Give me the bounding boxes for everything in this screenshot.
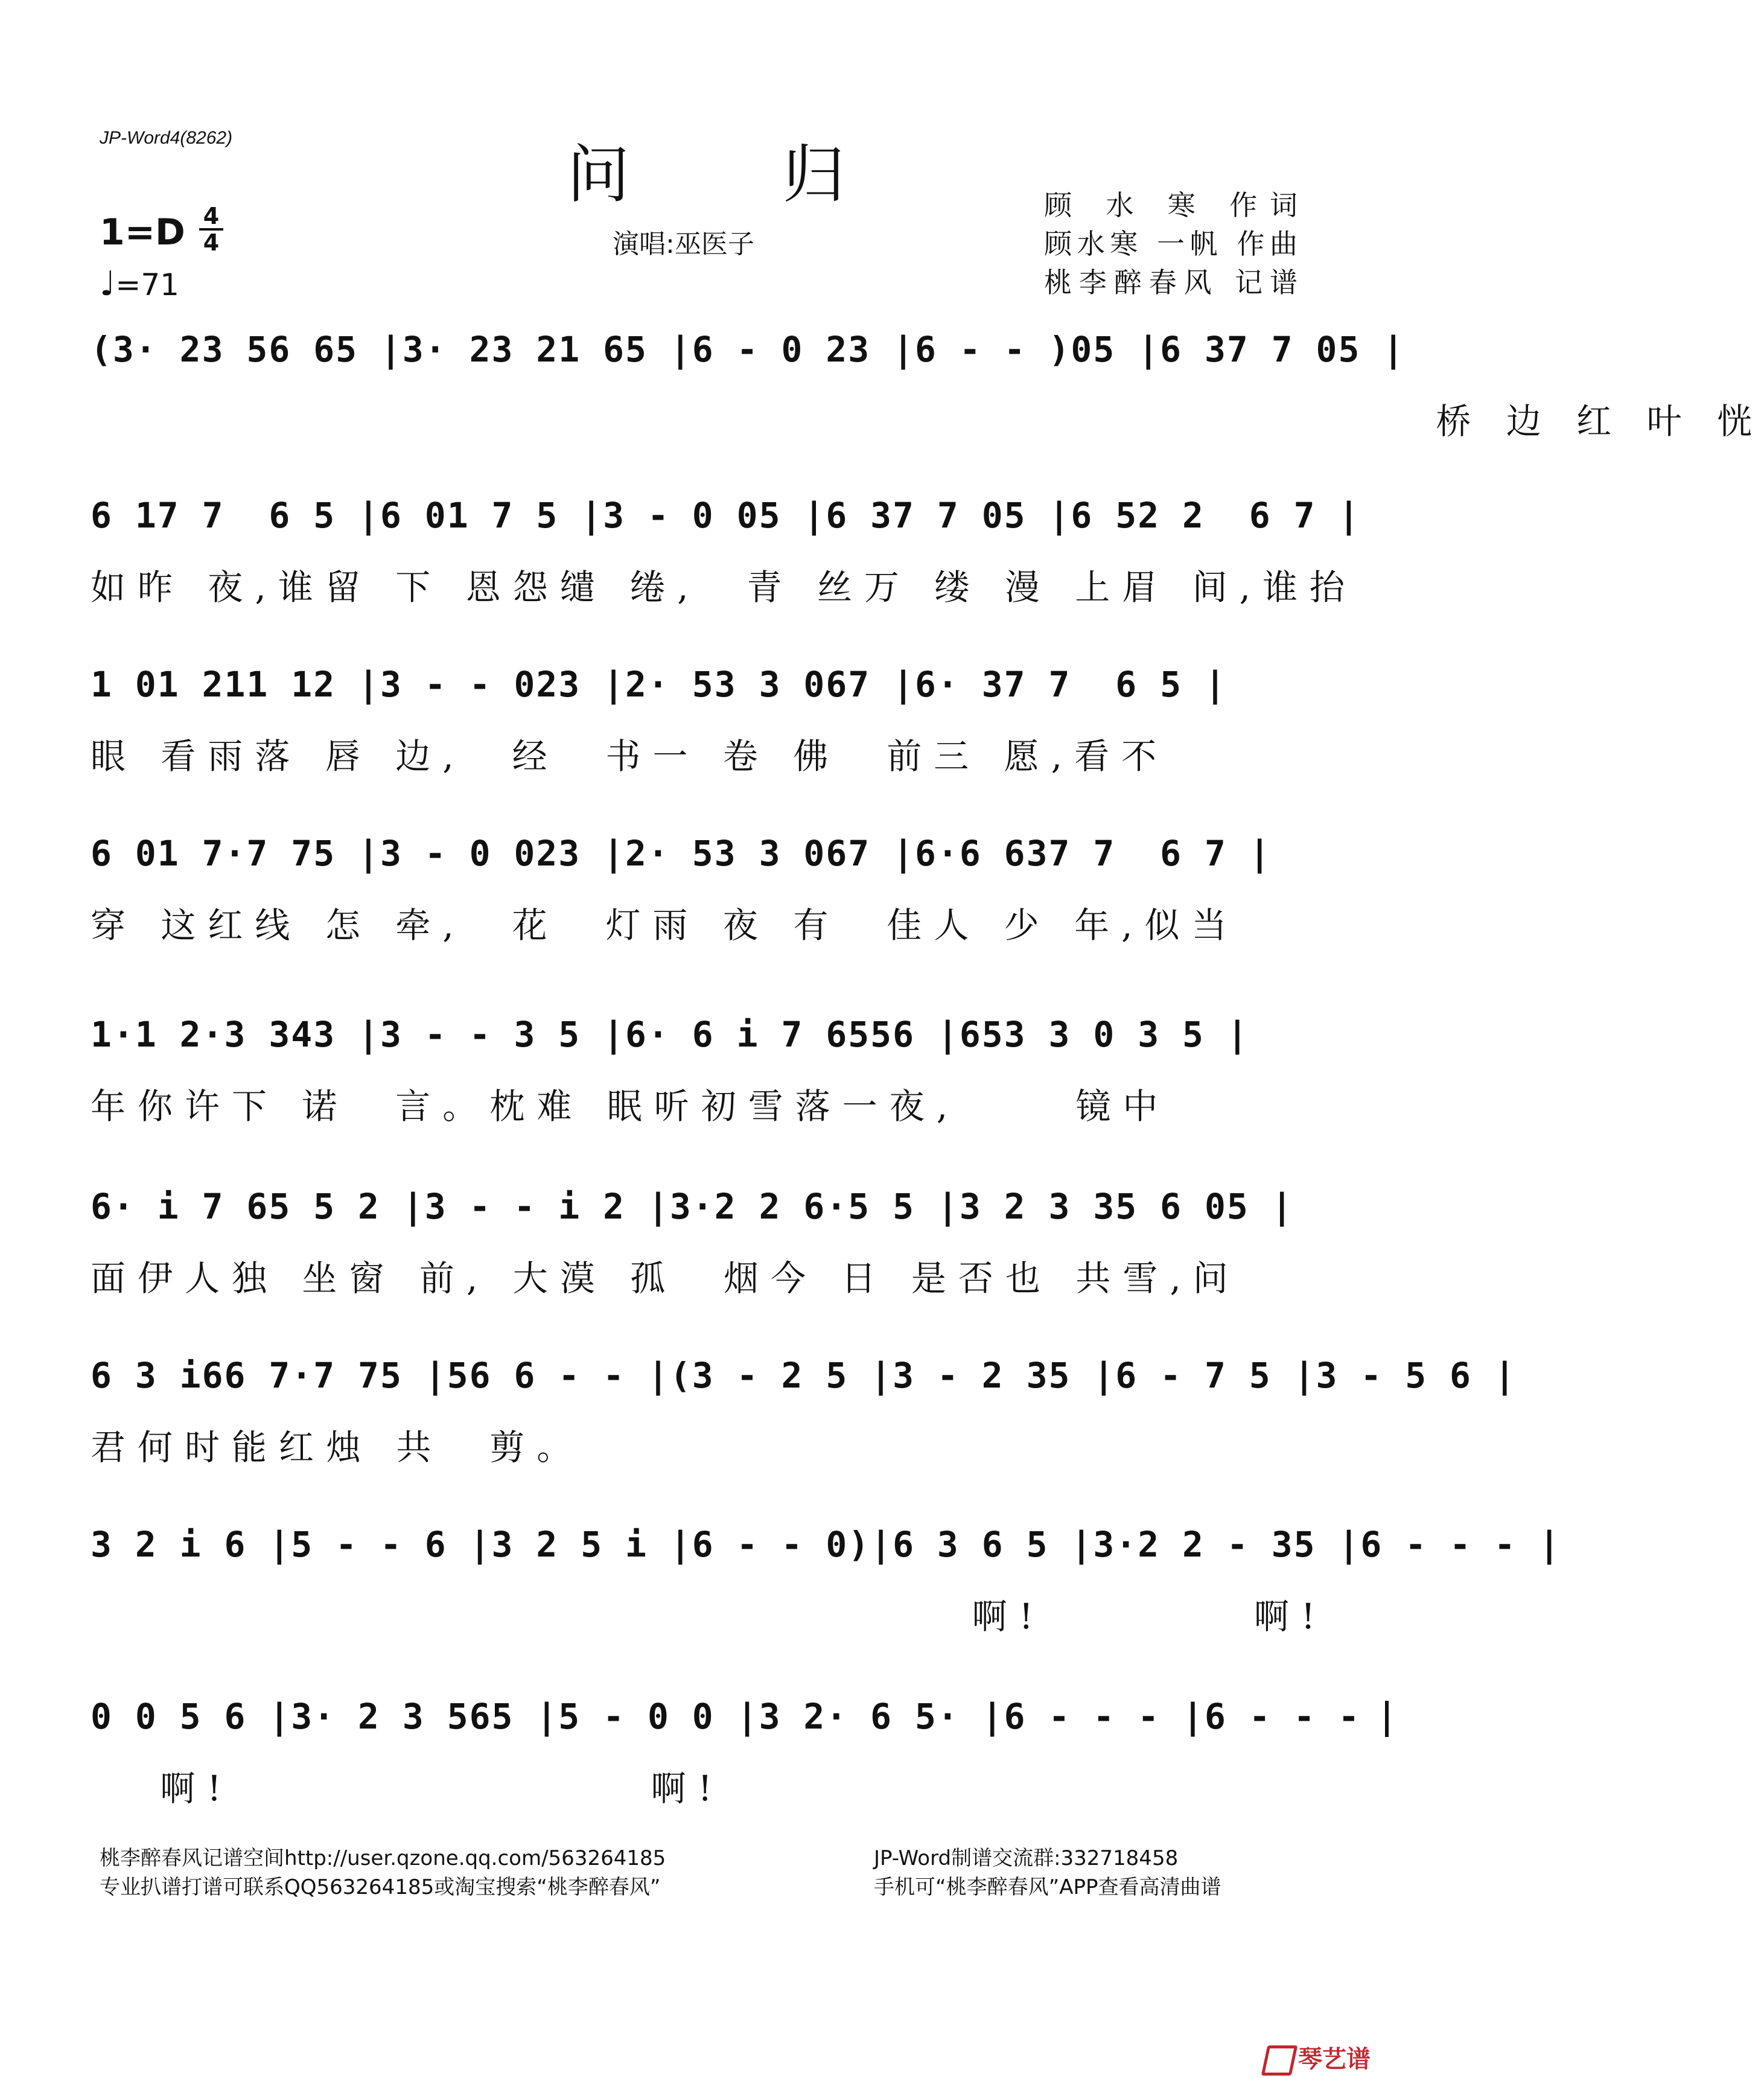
lyrics-line: 啊! 啊! xyxy=(91,1768,724,1809)
lyrics-line: 啊! 啊! xyxy=(91,1596,1328,1637)
site-logo xyxy=(1264,2040,1371,2076)
footer-group: JP-Word制谱交流群:332718458 xyxy=(874,1846,1179,1870)
score-system-2 xyxy=(91,495,1361,608)
lyrics-line: 穿 这红线 怎 牵, 花 灯雨 夜 有 佳人 少 年,似当 xyxy=(91,905,1239,946)
footer-contact: 专业扒谱打谱可联系QQ563264185或淘宝搜索“桃李醉春风” xyxy=(100,1875,661,1899)
footer-left xyxy=(100,1844,666,1902)
page-title: 问 归 xyxy=(567,138,912,211)
score-system-3 xyxy=(91,664,1304,777)
time-signature-top: 4 xyxy=(203,203,220,229)
score-system-1 xyxy=(91,329,1764,442)
footer-right xyxy=(874,1844,1221,1902)
notes-line: 1·1 2·3 343 |3 - - 3 5 |6· 6 i 7 6556 |653 3 0 3 5 | xyxy=(91,1014,1249,1055)
notes-line: 6 17 7 6 5 |6 01 7 5 |3 - 0 05 |6 37 7 05 |6 52 2 6 7 | xyxy=(91,495,1361,536)
time-signature xyxy=(199,203,223,256)
final-barline xyxy=(1385,1701,1389,1737)
notes-line: 3 2 i 6 |5 - - 6 |3 2 5 i |6 - - 0)|6 3 6 5 |3·2 2 - 35 |6 - - - | xyxy=(91,1524,1561,1565)
footer-website: 桃李醉春风记谱空间http://user.qzone.qq.com/563264185 xyxy=(100,1846,666,1870)
footer-app: 手机可“桃李醉春风”APP查看高清曲谱 xyxy=(874,1875,1221,1899)
score-system-5 xyxy=(91,1014,1304,1127)
tempo-marking xyxy=(100,264,179,304)
notes-line: 6 01 7·7 75 |3 - 0 023 |2· 53 3 067 |6·6 637 7 6 7 | xyxy=(91,833,1272,874)
lyrics-line: 面伊人独 坐窗 前, 大漠 孤 烟今 日 是否也 共雪,问 xyxy=(91,1258,1240,1299)
score-system-8 xyxy=(91,1524,1561,1637)
notes-line: 1 01 211 12 |3 - - 023 |2· 53 3 067 |6· 37 7 6 5 | xyxy=(91,664,1227,705)
singer-credit: 演唱:巫医子 xyxy=(613,229,754,260)
lyrics-line: 眼 看雨落 唇 边, 经 书一 卷 佛 前三 愿,看不 xyxy=(91,736,1169,777)
lyrics-line: 君何时能红烛 共 剪。 xyxy=(91,1427,584,1468)
lyricist-credit: 顾 水 寒 作词 xyxy=(1044,189,1298,222)
credits-block xyxy=(1044,186,1298,302)
logo-text: 琴艺谱 xyxy=(1298,2045,1371,2073)
key-signature: 1=D xyxy=(100,211,185,253)
quarter-note-icon: ♩ xyxy=(100,264,116,304)
notes-line: 6· i 7 65 5 2 |3 - - i 2 |3·2 2 6·5 5 |3 2 3 35 6 05 | xyxy=(91,1186,1294,1227)
software-tag: JP-Word4(8262) xyxy=(100,128,233,148)
logo-icon xyxy=(1261,2045,1298,2076)
composer-credit: 顾水寒 一帆 作曲 xyxy=(1044,228,1298,260)
lyrics-line: 桥 边 红 叶 恍 xyxy=(91,401,1764,442)
transcriber-credit: 桃李醉春风 记谱 xyxy=(1044,266,1298,299)
time-signature-bottom: 4 xyxy=(203,229,220,256)
score-system-6 xyxy=(91,1186,1304,1299)
final-notes: 0 0 5 6 |3· 2 3 565 |5 - 0 0 |3 2· 6 5· |6 - - - |6 - - - xyxy=(91,1696,1383,1737)
score-system-7 xyxy=(91,1355,1517,1468)
lyrics-line: 年你许下 诺 言。枕难 眠听初雪落一夜, 镜中 xyxy=(91,1086,1170,1127)
tempo-value: =71 xyxy=(115,267,179,302)
score-system-9 xyxy=(91,1696,1383,1809)
score-system-4 xyxy=(91,833,1304,946)
notes-line: 6 3 i66 7·7 75 |56 6 - - |(3 - 2 5 |3 - 2 35 |6 - 7 5 |3 - 5 6 | xyxy=(91,1355,1517,1396)
notes-line: (3· 23 56 65 |3· 23 21 65 |6 - 0 23 |6 - - )05 |6 37 7 05 | xyxy=(91,329,1406,370)
lyrics-line: 如昨 夜,谁留 下 恩怨缱 绻, 青 丝万 缕 漫 上眉 间,谁抬 xyxy=(91,567,1357,608)
notes-line xyxy=(91,1696,1383,1744)
